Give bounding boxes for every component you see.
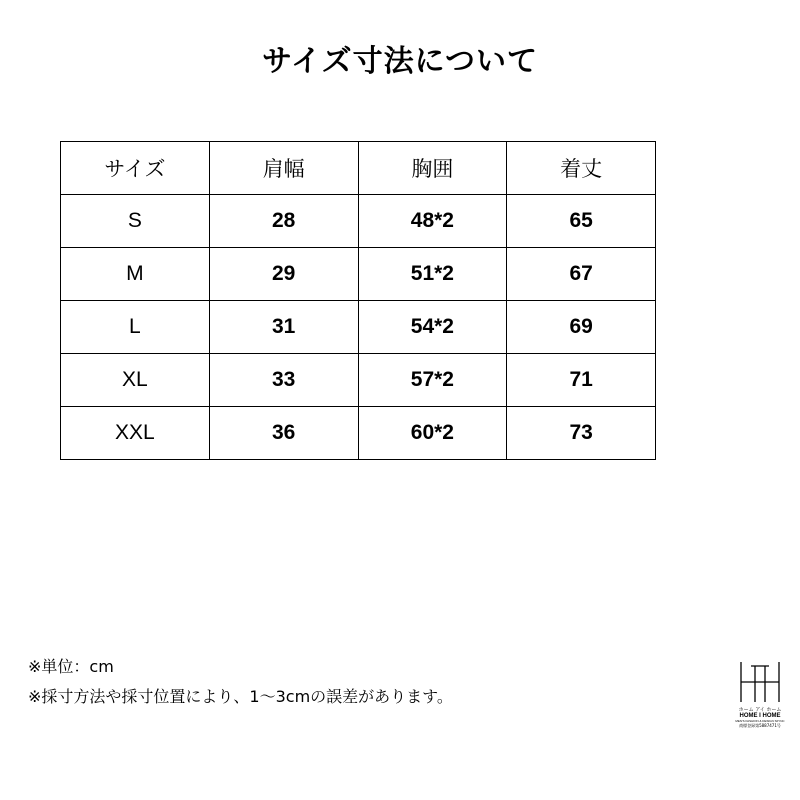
table-row (61, 354, 656, 407)
hih-monogram-icon (735, 660, 785, 704)
shoulder-cell: 31 (209, 301, 358, 354)
table-row (61, 195, 656, 248)
table-header-row (61, 142, 656, 195)
logo-brand: HOME I HOME (739, 713, 781, 719)
length-cell: 65 (507, 195, 656, 248)
logo-registration: 商標登録第5887471号 (739, 723, 781, 728)
size-cell: L (61, 301, 210, 354)
size-cell: XXL (61, 407, 210, 460)
shoulder-cell: 28 (209, 195, 358, 248)
table-row (61, 248, 656, 301)
chest-cell: 54*2 (358, 301, 507, 354)
length-cell: 73 (507, 407, 656, 460)
length-cell: 69 (507, 301, 656, 354)
size-cell: XL (61, 354, 210, 407)
size-table (60, 141, 656, 460)
table-row (61, 301, 656, 354)
brand-logo (730, 660, 790, 729)
shoulder-cell: 33 (209, 354, 358, 407)
header-length: 着丈 (507, 142, 656, 195)
page-title: サイズ寸法について (262, 44, 538, 79)
notes (28, 652, 453, 712)
disclaimer-note: ※採寸方法や採寸位置により、1～3cmの誤差があります。 (28, 687, 453, 706)
header-chest: 胸囲 (358, 142, 507, 195)
shoulder-cell: 36 (209, 407, 358, 460)
size-cell: M (61, 248, 210, 301)
header-size: サイズ (61, 142, 210, 195)
logo-kana: ホーム アイ ホーム (738, 707, 782, 713)
unit-note: ※単位：cm (28, 657, 114, 676)
size-cell: S (61, 195, 210, 248)
shoulder-cell: 29 (209, 248, 358, 301)
logo-sub: MEN'S FASHION & DESIGN SP INC (735, 719, 785, 723)
table-row (61, 407, 656, 460)
chest-cell: 51*2 (358, 248, 507, 301)
chest-cell: 57*2 (358, 354, 507, 407)
chest-cell: 60*2 (358, 407, 507, 460)
length-cell: 71 (507, 354, 656, 407)
chest-cell: 48*2 (358, 195, 507, 248)
length-cell: 67 (507, 248, 656, 301)
header-shoulder: 肩幅 (209, 142, 358, 195)
